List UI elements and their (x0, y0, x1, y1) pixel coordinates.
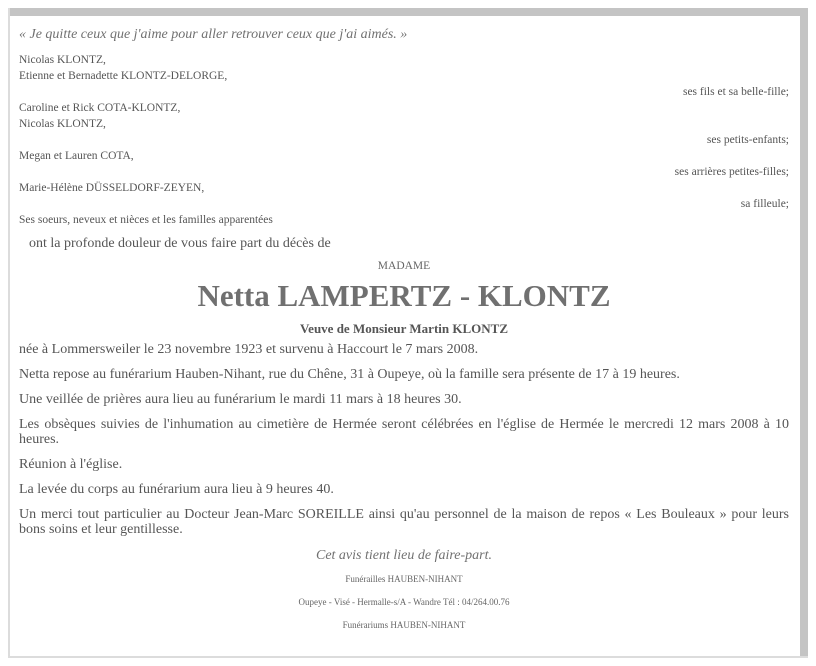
family-line: Nicolas KLONTZ, (19, 54, 106, 66)
family-line: Marie-Hélène DÜSSELDORF-ZEYEN, (19, 182, 205, 194)
family-list (19, 52, 789, 228)
frame-bottom-border (8, 656, 808, 658)
family-line: Megan et Lauren COTA, (19, 150, 134, 162)
family-line: Etienne et Bernadette KLONTZ-DELORGE, (19, 70, 228, 82)
frame-top-border (8, 8, 808, 16)
details (19, 342, 789, 537)
family-relation: ses arrières petites-filles; (674, 166, 789, 178)
family-line: Caroline et Rick COTA-KLONTZ, (19, 102, 181, 114)
detail-paragraph: Netta repose au funérarium Hauben-Nihant, rue du Chêne, 31 à Oupeye, où la famille sera présente de 17 à 19 heures. (19, 367, 680, 382)
announcement-intro: ont la profonde douleur de vous faire part du décès de (29, 236, 331, 251)
detail-paragraph: Un merci tout particulier au Docteur Jean-Marc SOREILLE ainsi qu'au personnel de la maison de repos « Les Bouleaux » pour leurs bons soins et leur gentillesse. (19, 507, 789, 537)
closing-note: Cet avis tient lieu de faire-part. (315, 548, 492, 563)
detail-paragraph: Réunion à l'église. (19, 457, 123, 472)
footer-contact: Oupeye - Visé - Hermalle-s/A - Wandre Tél : 04/264.00.76 (298, 597, 510, 607)
detail-paragraph: Une veillée de prières aura lieu au funérarium le mardi 11 mars à 18 heures 30. (19, 392, 462, 407)
detail-paragraph: La levée du corps au funérarium aura lieu à 9 heures 40. (19, 482, 334, 497)
frame-right-border (800, 8, 808, 658)
detail-paragraph: Les obsèques suivies de l'inhumation au cimetière de Hermée seront célébrées en l'église de Hermée le mercredi 12 mars 2008 à 10 heures. (19, 417, 789, 447)
family-relation: ses fils et sa belle-fille; (682, 86, 789, 98)
family-line: Nicolas KLONTZ, (19, 118, 106, 130)
deceased-name: Netta LAMPERTZ - KLONTZ (197, 278, 611, 313)
footer-funeral-home: Funérailles HAUBEN-NIHANT (345, 574, 463, 584)
obituary-notice (19, 20, 789, 642)
widow-of: Veuve de Monsieur Martin KLONTZ (299, 321, 508, 336)
family-relation: sa filleule; (740, 198, 789, 210)
honorific: MADAME (377, 260, 431, 272)
family-relation: ses petits-enfants; (706, 134, 789, 146)
footer-funerarium: Funérariums HAUBEN-NIHANT (342, 620, 466, 630)
detail-paragraph: née à Lommersweiler le 23 novembre 1923 et survenu à Haccourt le 7 mars 2008. (19, 342, 479, 357)
opening-quote: « Je quitte ceux que j'aime pour aller retrouver ceux que j'ai aimés. » (19, 27, 408, 42)
family-line: Ses soeurs, neveux et nièces et les familles apparentées (19, 214, 273, 226)
frame-left-border (8, 8, 10, 658)
